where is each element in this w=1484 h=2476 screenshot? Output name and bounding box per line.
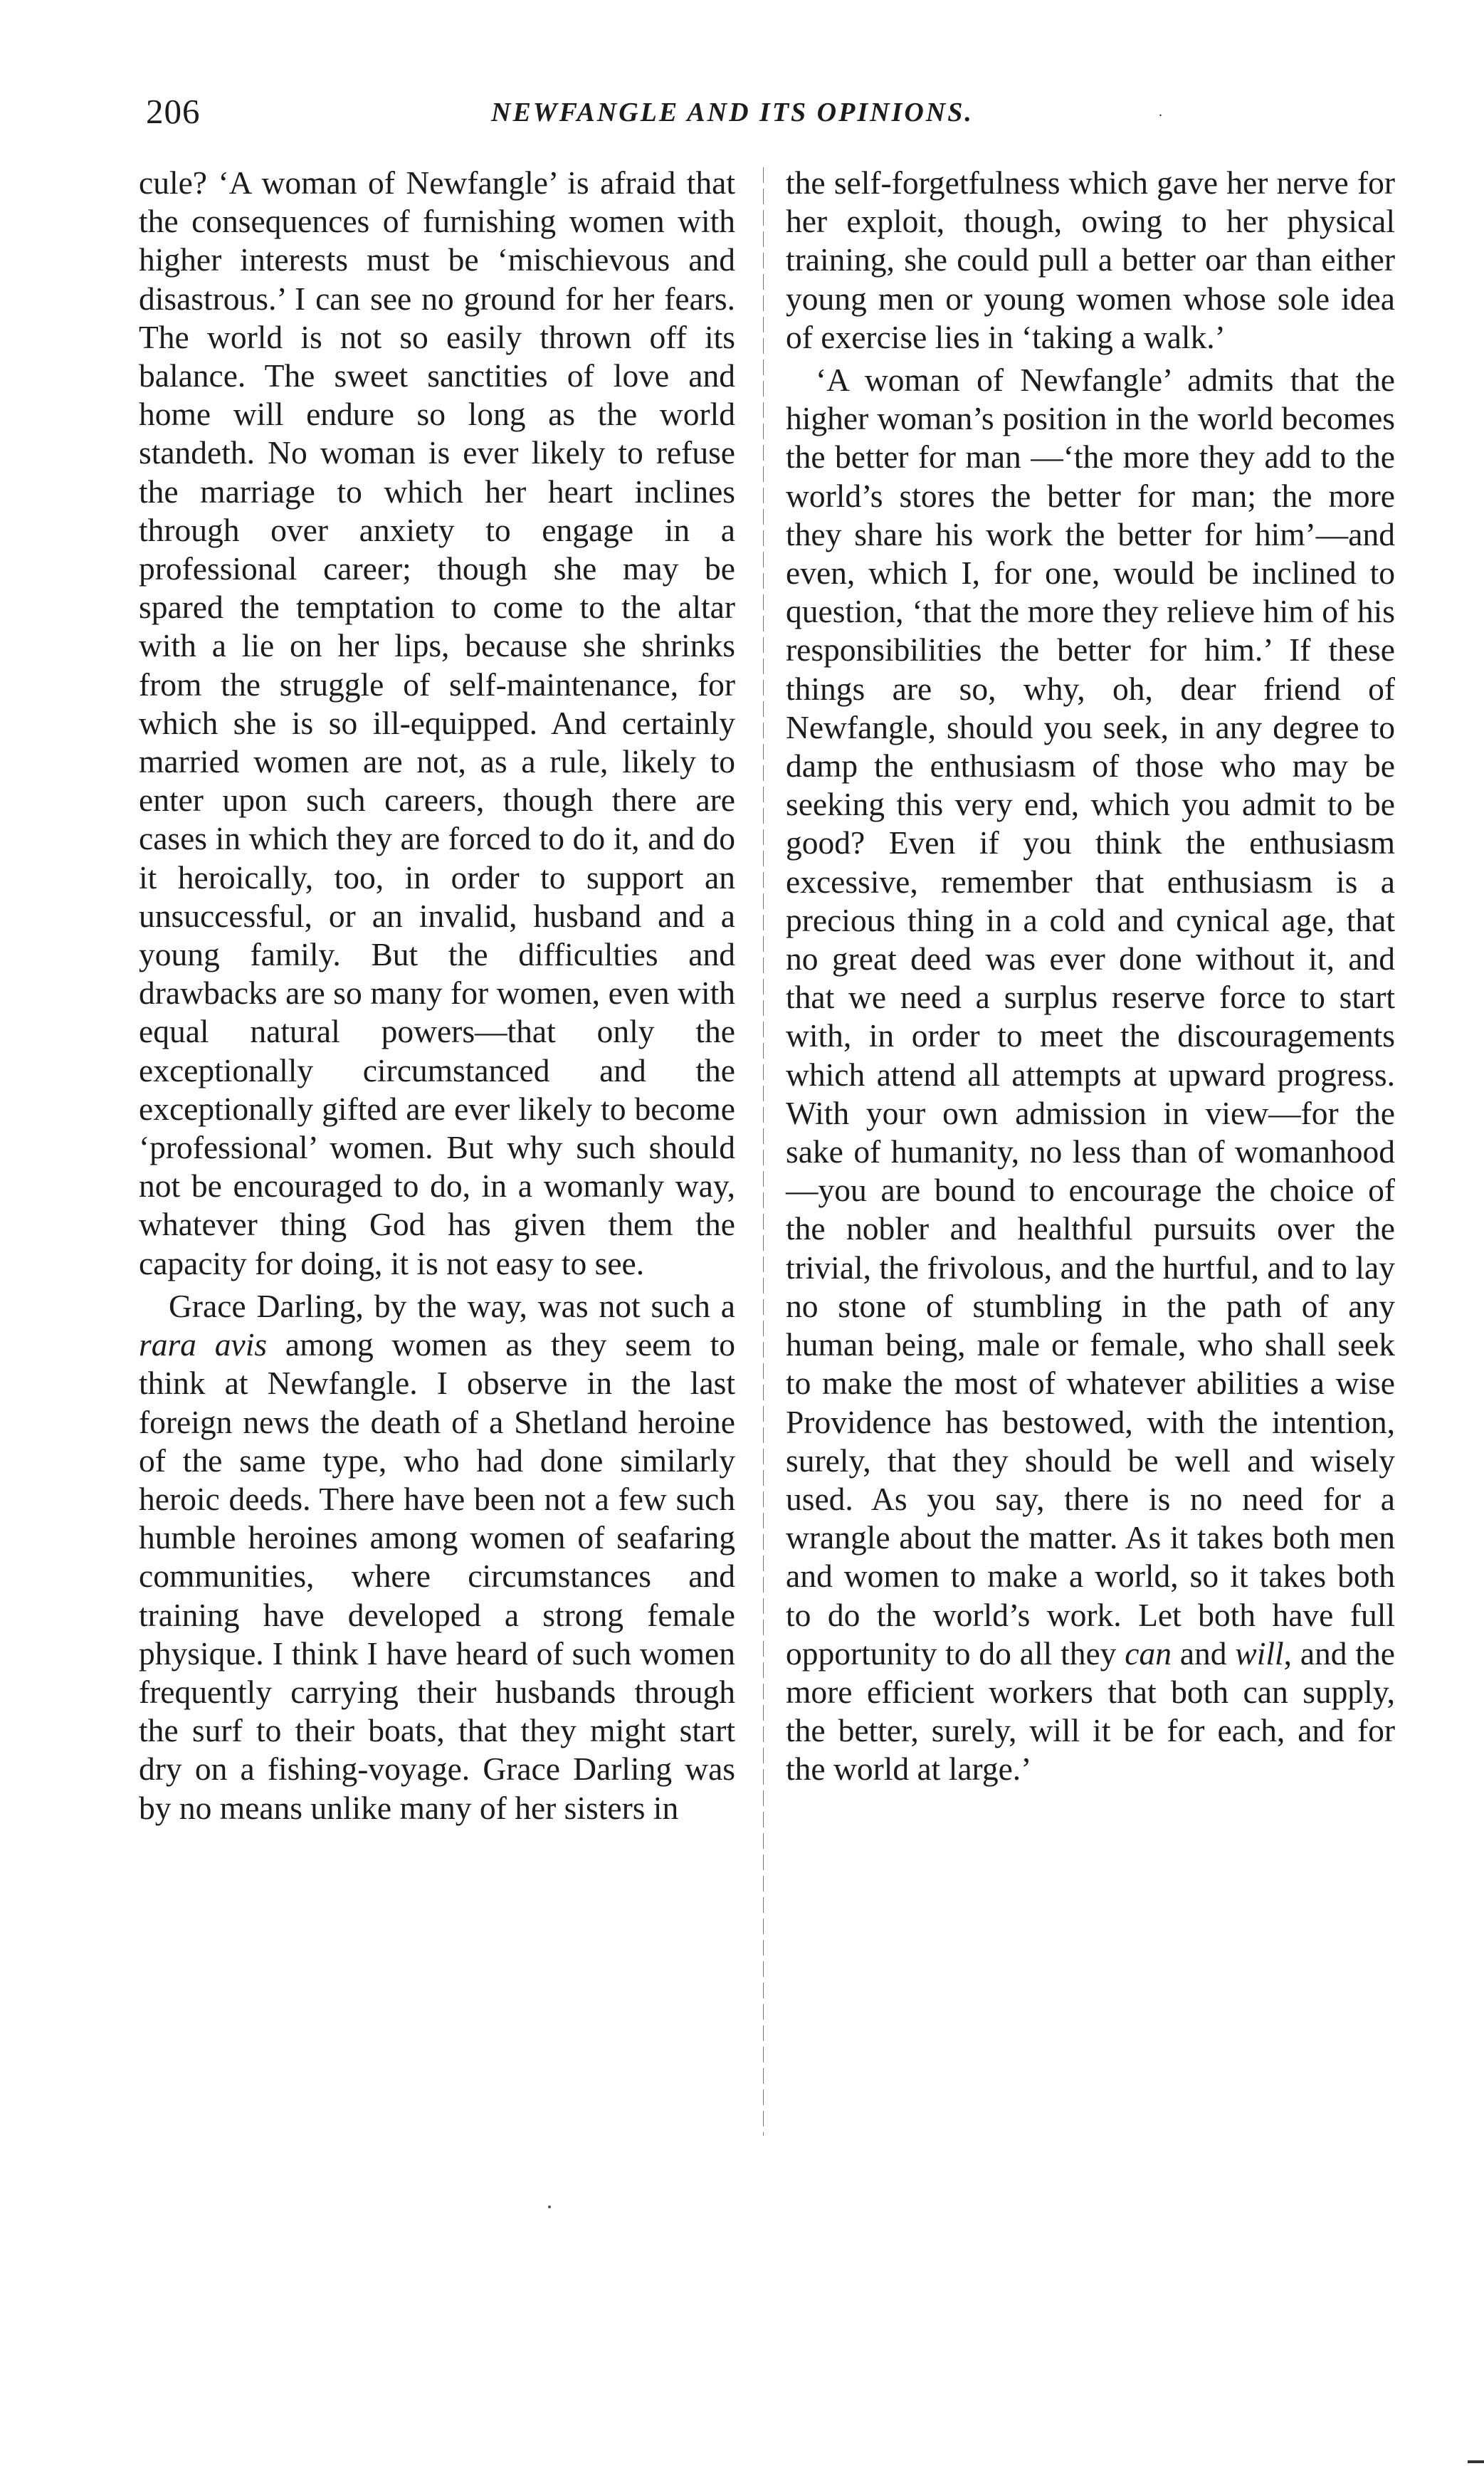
- ink-speck: [548, 2205, 551, 2208]
- left-column: [139, 164, 735, 1827]
- page-number: 206: [146, 92, 201, 131]
- header-mark: .: [1159, 104, 1162, 120]
- left-paragraph-2: Grace Darling, by the way, was not such a rara avis among women as they seem to think at Newfangle. I observe in the last foreign news the death of a Shetland heroine of the same type, who had done similarly heroic deeds. There have been not a few such humble heroines among women of seafaring communities, where circumstances and training have developed a strong female physique. I think I have heard of such women frequently carrying their husbands through the surf to their boats, that they might start dry on a fishing-voyage. Grace Darling was by no means unlike many of her sisters in: [139, 1287, 735, 1826]
- right-paragraph-2: ‘A woman of Newfangle’ admits that the higher woman’s position in the world becomes the better for man —‘the more they add to the world’s stores the better for man; the more they share his work the better for him’—and even, which I, for one, would be inclined to question, ‘that the more they relieve him of his responsibilities the better for him.’ If these things are so, why, oh, dear friend of Newfangle, should you seek, in any degree to damp the enthusiasm of those who may be seeking this very end, which you admit to be good? Even if you think the enthusiasm excessive, remember that enthusiasm is a precious thing in a cold and cynical age, that no great deed was ever done without it, and that we need a surplus reserve force to start with, in order to meet the discouragements which attend all attempts at upward progress. With your own admission in view—for the sake of humanity, no less than of womanhood—you are bound to encourage the choice of the nobler and healthful pursuits over the trivial, the frivolous, and the hurtful, and to lay no stone of stumbling in the path of any human being, male or female, who shall seek to make the most of whatever abilities a wise Providence has bestowed, with the intention, surely, that they should be well and wisely used. As you say, there is no need for a wrangle about the matter. As it takes both men and women to make a world, so it takes both to do the world’s work. Let both have full opportunity to do all they can and will, and the more efficient workers that both can supply, the better, surely, will it be for each, and for the world at large.’: [786, 362, 1395, 1788]
- italic-word-will: will: [1235, 1635, 1284, 1672]
- italic-word-can: can: [1125, 1635, 1172, 1672]
- running-head: [0, 91, 1484, 134]
- left-paragraph-1: cule? ‘A woman of Newfangle’ is afraid that the consequences of furnishing women with higher interests must be ‘mischievous and disastrous.’ I can see no ground for her fears. The world is not so easily thrown off its balance. The sweet sanctities of love and home will endure so long as the world standeth. No woman is ever likely to refuse the marriage to which her heart inclines through over anxiety to engage in a professional career; though she may be spared the temptation to come to the altar with a lie on her lips, because she shrinks from the struggle of self-maintenance, for which she is so ill-equipped. And certainly married women are not, as a rule, likely to enter upon such careers, though there are cases in which they are forced to do it, and do it heroically, too, in order to support an unsuccessful, or an invalid, husband and a young family. But the difficulties and drawbacks are so many for women, even with equal natural powers—that only the exceptionally circumstanced and the exceptionally gifted are ever likely to become ‘professional’ women. But why such should not be encouraged to do, in a womanly way, whatever thing God has given them the capacity for doing, it is not easy to see.: [139, 164, 735, 1281]
- page-edge-mark: [1468, 2460, 1484, 2463]
- italic-phrase: rara avis: [139, 1326, 268, 1363]
- column-divider: [763, 167, 764, 2136]
- right-paragraph-1: the self-forgetfulness which gave her nerve for her exploit, though, owing to her physical training, she could pull a better oar than either young men or young women whose sole idea of exercise lies in ‘taking a walk.’: [786, 164, 1395, 355]
- right-column: [786, 164, 1395, 1789]
- running-title: NEWFANGLE AND ITS OPINIONS.: [491, 98, 974, 127]
